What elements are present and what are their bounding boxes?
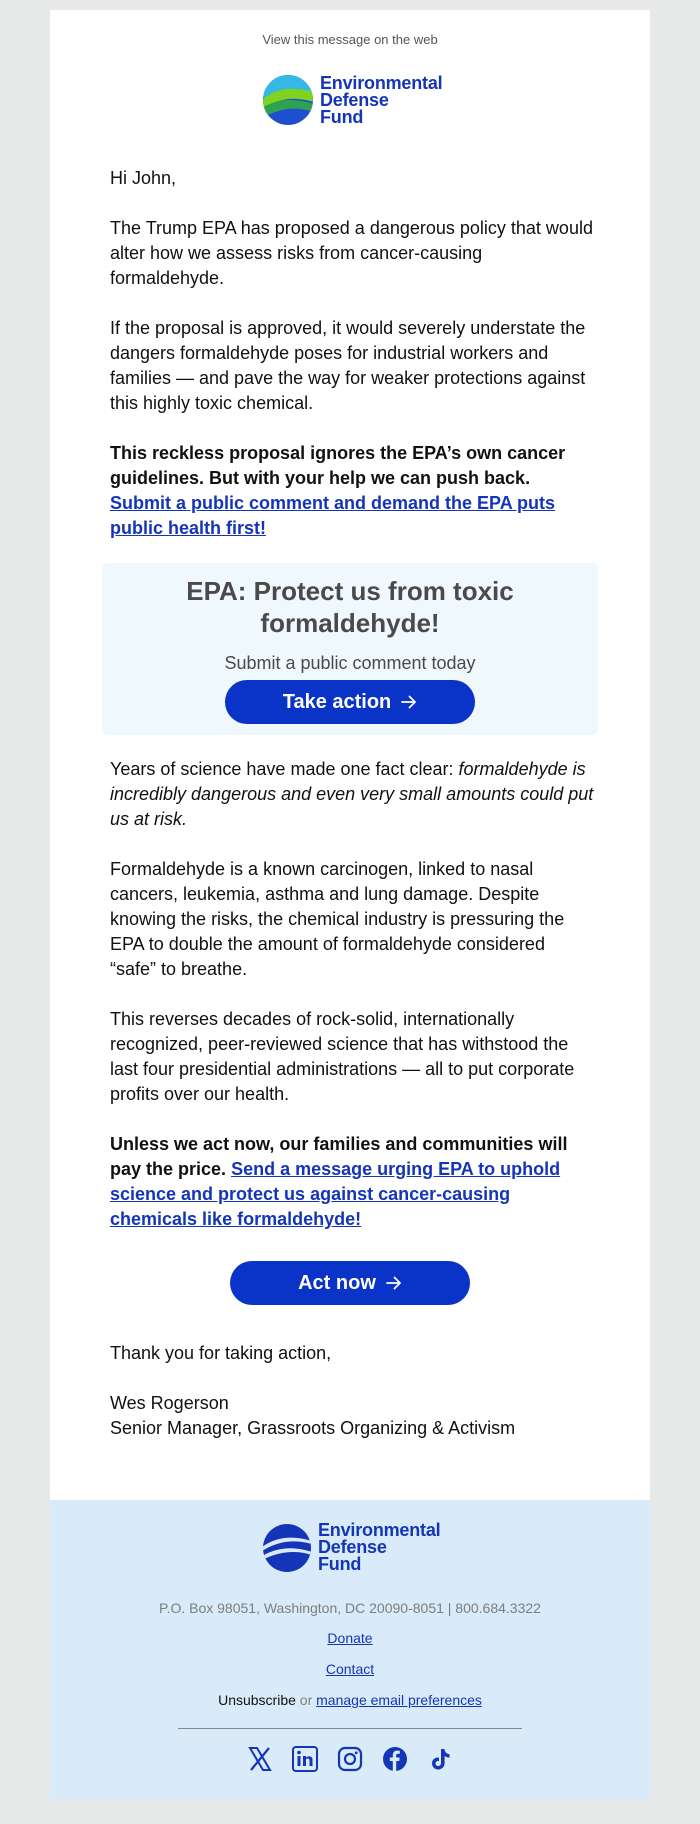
paragraph-7: Unless we act now, our families and communities will pay the price. Send a message urging EPA to uphold science and protect us against cancer-causing chemicals like formaldehyde! <box>110 1134 568 1229</box>
footer-address: P.O. Box 98051, Washington, DC 20090-8051 | 800.684.3322 <box>159 1600 541 1616</box>
submit-comment-link[interactable]: Submit a public comment and demand the EPA puts public health first! <box>110 493 556 538</box>
edf-logo[interactable] <box>262 74 442 126</box>
take-action-button[interactable]: Take action <box>225 680 475 724</box>
send-message-link[interactable]: Send a message urging EPA to uphold science and protect us against cancer-causing chemicals like formaldehyde! <box>110 1159 561 1229</box>
manage-preferences-link[interactable]: manage email preferences <box>316 1692 482 1708</box>
paragraph-2: If the proposal is approved, it would severely understate the dangers formaldehyde poses for industrial workers and families — and pave the way for weaker protections against this highly toxic chemical. <box>110 318 586 413</box>
arrow-right-icon <box>386 1275 402 1291</box>
cta-title: EPA: Protect us from toxic formaldehyde! <box>186 576 514 638</box>
logo-wordmark: Environmental Defense Fund <box>320 72 443 127</box>
footer-logo-wordmark: Environmental Defense Fund <box>318 1520 441 1574</box>
signer-name: Wes Rogerson <box>110 1393 229 1413</box>
instagram-icon[interactable] <box>337 1746 363 1772</box>
linkedin-icon[interactable] <box>292 1746 318 1772</box>
paragraph-4: Years of science have made one fact clear: formaldehyde is incredibly dangerous and even very small amounts could put us at risk. <box>110 759 594 829</box>
x-icon[interactable] <box>247 1746 273 1772</box>
thanks-text: Thank you for taking action, <box>110 1343 332 1363</box>
unsubscribe-link[interactable]: Unsubscribe <box>218 1692 296 1708</box>
signer-title: Senior Manager, Grassroots Organizing & Activism <box>110 1418 516 1438</box>
email-footer <box>50 1500 650 1800</box>
social-icons <box>50 1746 650 1772</box>
paragraph-6: This reverses decades of rock-solid, internationally recognized, peer-reviewed science that has withstood the last four presidential administrations — all to put corporate profits over our health. <box>110 1009 575 1104</box>
footer-divider <box>178 1728 522 1729</box>
email-body <box>50 10 650 1500</box>
contact-link[interactable]: Contact <box>325 1661 375 1677</box>
footer-edf-logo[interactable] <box>262 1522 440 1573</box>
paragraph-3: This reckless proposal ignores the EPA’s own cancer guidelines. But with your help we can push back. Submit a public comment and demand the EPA puts public health first! <box>110 443 566 538</box>
donate-link[interactable]: Donate <box>327 1630 373 1646</box>
unsubscribe-row <box>50 1692 650 1708</box>
view-on-web-link[interactable]: View this message on the web <box>262 32 438 47</box>
or-text: or <box>299 1692 313 1708</box>
act-now-button[interactable]: Act now <box>230 1261 470 1305</box>
facebook-icon[interactable] <box>382 1746 408 1772</box>
edf-logo-icon <box>262 74 314 126</box>
arrow-right-icon <box>401 694 417 710</box>
paragraph-1: The Trump EPA has proposed a dangerous policy that would alter how we assess risks from cancer-causing formaldehyde. <box>110 218 593 288</box>
cta-box <box>102 563 598 735</box>
cta-subtitle: Submit a public comment today <box>224 653 476 673</box>
edf-logo-icon <box>262 1523 312 1573</box>
tiktok-icon[interactable] <box>427 1746 453 1772</box>
greeting: Hi John, <box>110 168 177 188</box>
paragraph-5: Formaldehyde is a known carcinogen, linked to nasal cancers, leukemia, asthma and lung damage. Despite knowing the risks, the chemical industry is pressuring the EPA to double the amount of formaldehyde considered “safe” to breathe. <box>110 859 565 979</box>
